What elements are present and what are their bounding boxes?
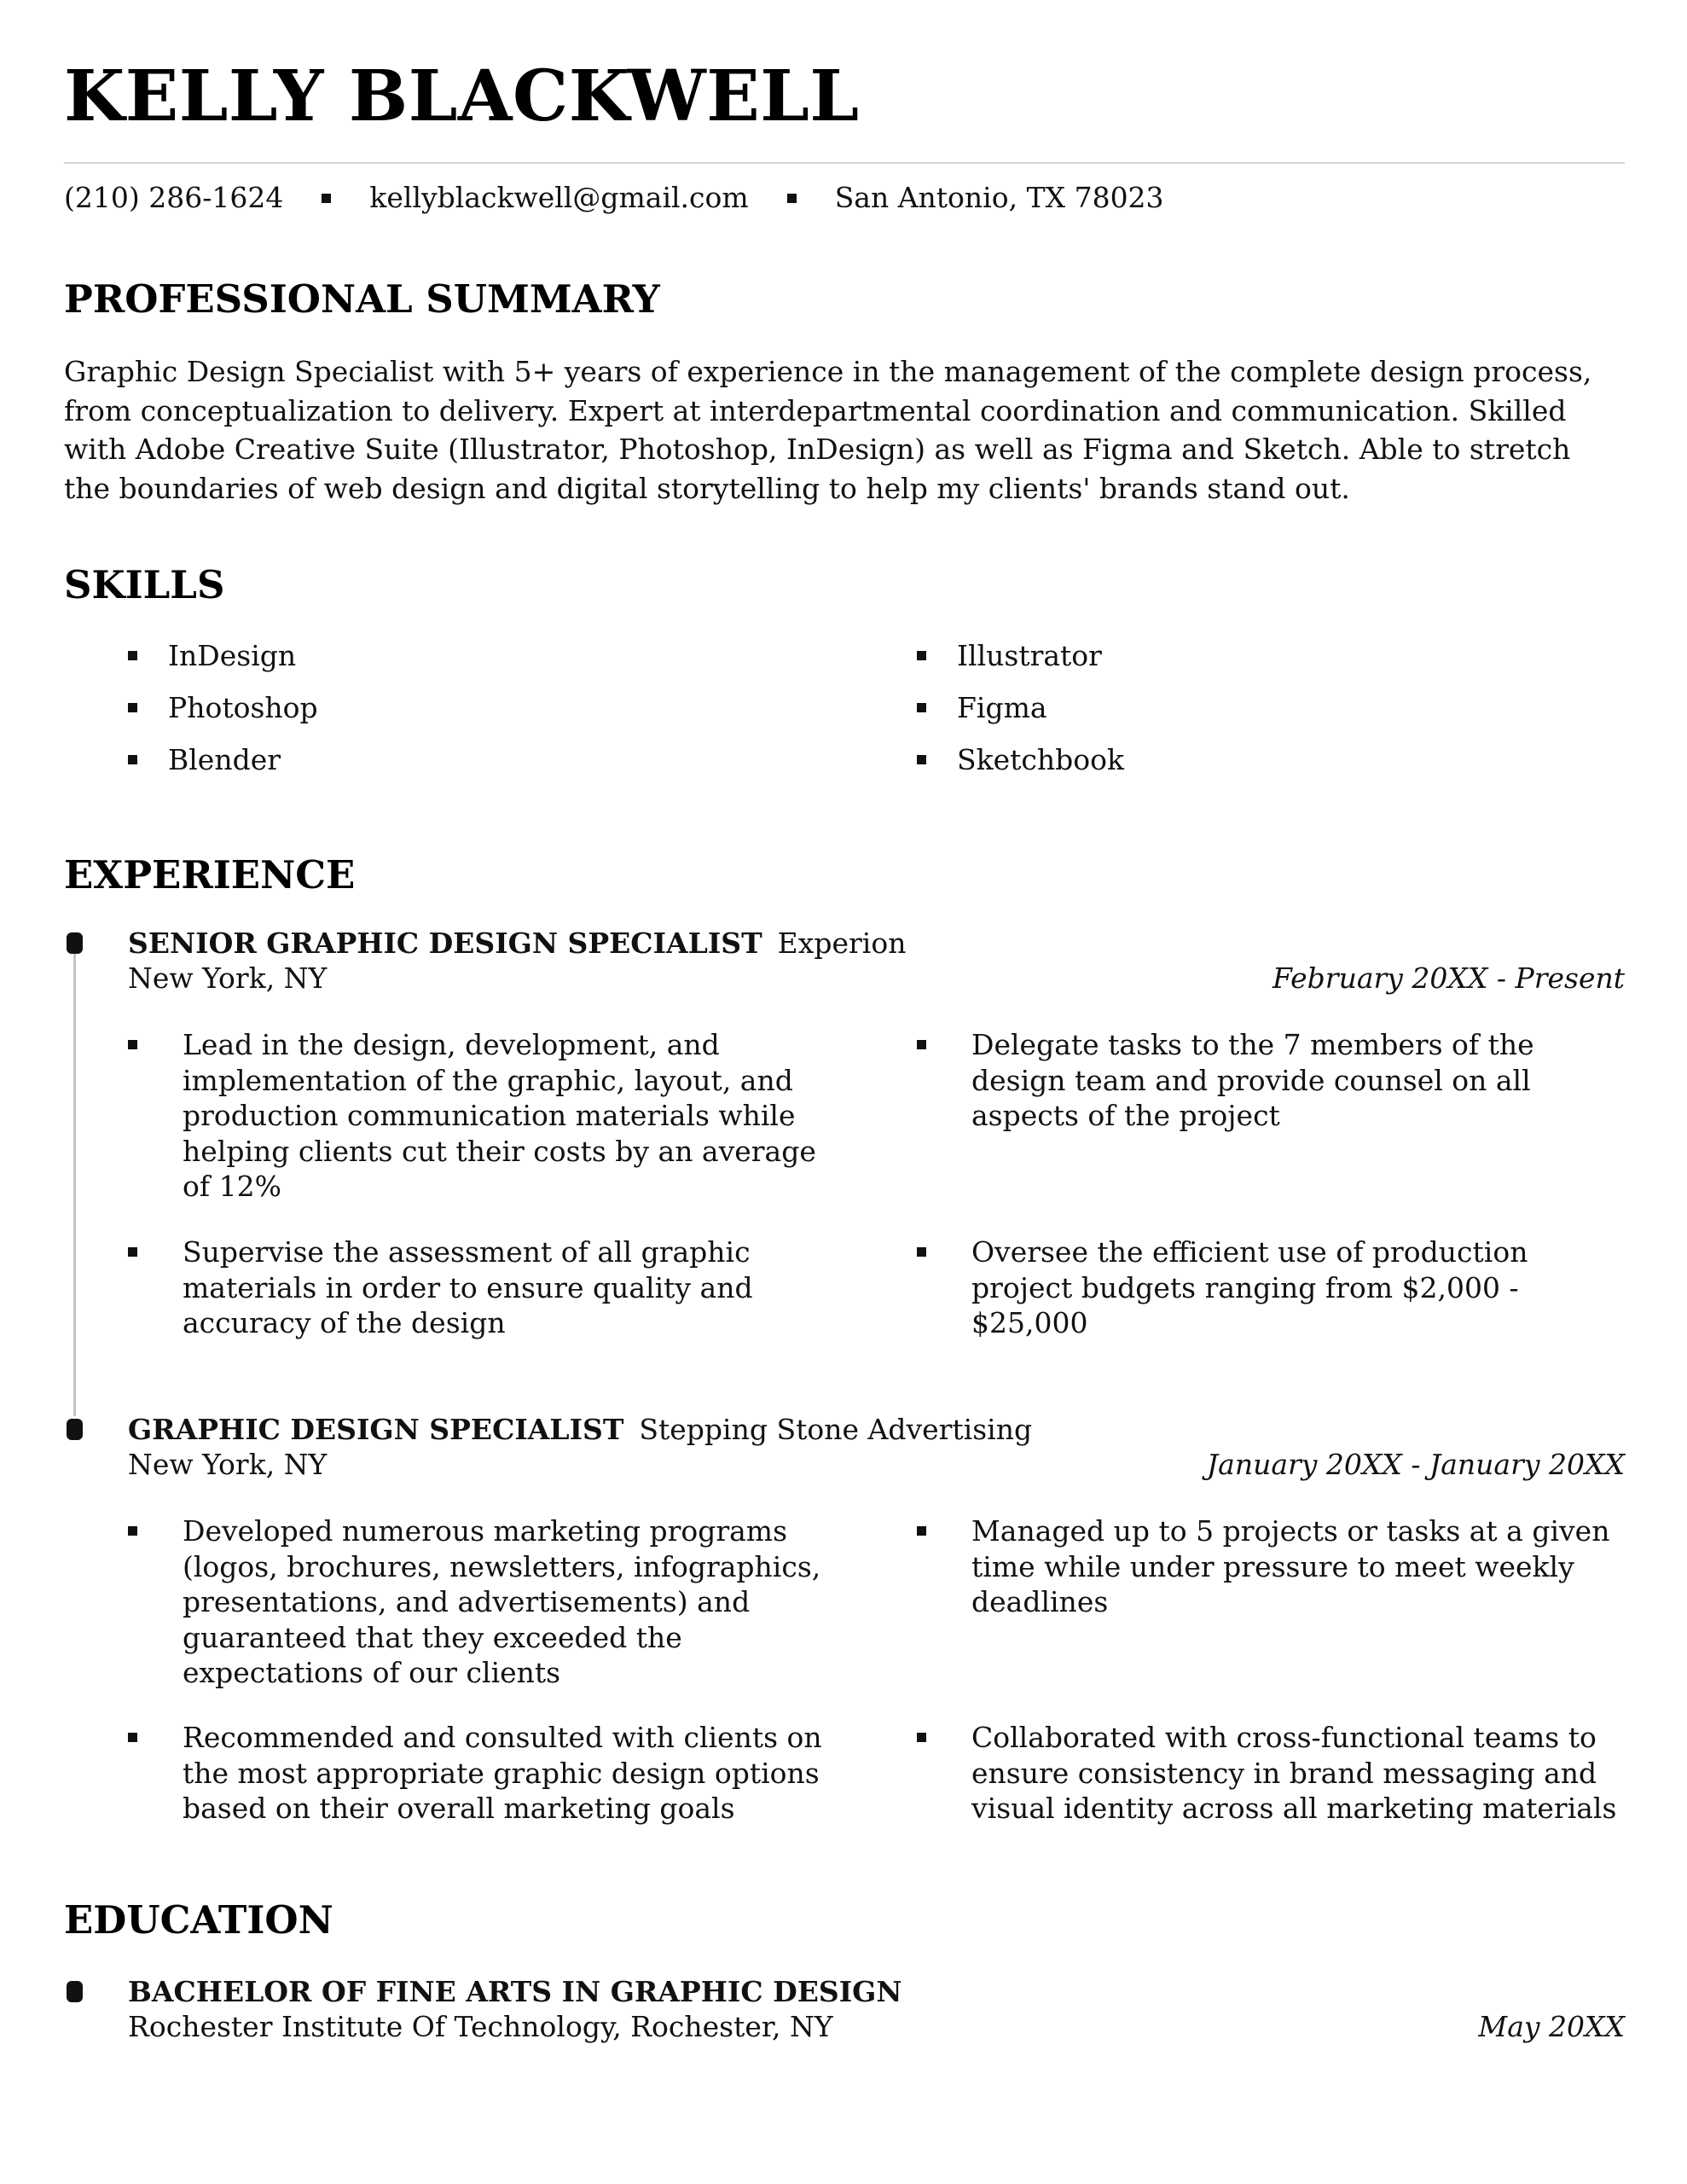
- bullet-icon: [128, 651, 137, 660]
- bullet-icon: [917, 1040, 926, 1049]
- timeline-line: [73, 947, 76, 1416]
- phone-number: (210) 286-1624: [64, 181, 284, 214]
- skills-heading: SKILLS: [64, 562, 225, 607]
- job-bullet: Delegate tasks to the 7 members of the design team and provide counsel on all aspects of the project: [917, 1027, 1625, 1134]
- location-text: San Antonio, TX 78023: [834, 181, 1164, 214]
- degree-header: [128, 1973, 917, 2011]
- timeline-node-icon: [67, 1419, 83, 1440]
- bullet-icon: [128, 1733, 137, 1742]
- candidate-name: KELLY BLACKWELL: [64, 55, 860, 137]
- bullet-icon: [917, 703, 926, 712]
- school-name: Rochester Institute Of Technology, Rochester, NY: [128, 2010, 833, 2043]
- email-address: kellyblackwell@gmail.com: [369, 181, 749, 214]
- job-dates: January 20XX - January 20XX: [1206, 1448, 1625, 1481]
- graduation-date: May 20XX: [1478, 2010, 1625, 2043]
- bullet-icon: [917, 1526, 926, 1536]
- job-location: New York, NY: [128, 1448, 328, 1481]
- bullet-icon: [917, 1247, 926, 1257]
- header-divider: [64, 162, 1625, 164]
- job-title: SENIOR GRAPHIC DESIGN SPECIALIST: [128, 926, 762, 960]
- job-bullet: Collaborated with cross-functional teams to ensure consistency in brand messaging and visual identity across all marketing materials: [917, 1720, 1625, 1827]
- bullet-separator-icon: [322, 194, 331, 203]
- bullet-icon: [917, 755, 926, 764]
- experience-heading: EXPERIENCE: [64, 852, 356, 897]
- job-title: GRAPHIC DESIGN SPECIALIST: [128, 1413, 624, 1446]
- timeline-node-icon: [67, 1981, 83, 2002]
- company-name: Stepping Stone Advertising: [639, 1413, 1033, 1446]
- contact-line: [64, 177, 1164, 218]
- skill-item: Illustrator: [917, 638, 1514, 674]
- bullet-icon: [917, 1733, 926, 1742]
- education-heading: EDUCATION: [64, 1897, 333, 1943]
- resume-page: [64, 0, 1625, 2184]
- bullet-icon: [128, 1040, 137, 1049]
- job-header: [128, 1411, 1032, 1449]
- job-header: [128, 925, 906, 962]
- skill-item: Photoshop: [128, 690, 725, 726]
- job-dates: February 20XX - Present: [1272, 961, 1625, 995]
- bullet-icon: [128, 703, 137, 712]
- job-bullet: Supervise the assessment of all graphic materials in order to ensure quality and accuracy of the design: [128, 1234, 878, 1341]
- skill-item: Sketchbook: [917, 742, 1514, 778]
- job-bullet: Lead in the design, development, and implementation of the graphic, layout, and production communication materials while helping clients cut their costs by an average of 12%: [128, 1027, 878, 1205]
- skill-item: InDesign: [128, 638, 725, 674]
- timeline-node-icon: [67, 932, 83, 954]
- job-bullet: Developed numerous marketing programs (logos, brochures, newsletters, infographics, presentations, and advertisements) and guaranteed that they exceeded the expectations of our clients: [128, 1513, 878, 1691]
- summary-text: Graphic Design Specialist with 5+ years of experience in the management of the complete design process, from conceptualization to delivery. Expert at interdepartmental coordination and communication. Skilled with Adobe Creative Suite (Illustrator, Photoshop, InDesign) as well as Figma and Sketch. Able to stretch the boundaries of web design and digital storytelling to help my clients' brands stand out.: [64, 355, 1592, 505]
- bullet-icon: [128, 1247, 137, 1257]
- bullet-icon: [128, 1526, 137, 1536]
- summary-heading: PROFESSIONAL SUMMARY: [64, 276, 660, 322]
- job-bullet: Oversee the efficient use of production project budgets ranging from $2,000 - $25,000: [917, 1234, 1625, 1341]
- company-name: Experion: [777, 926, 907, 960]
- bullet-icon: [917, 651, 926, 660]
- job-bullet: Managed up to 5 projects or tasks at a given time while under pressure to meet weekly deadlines: [917, 1513, 1625, 1620]
- degree-title: BACHELOR OF FINE ARTS IN GRAPHIC DESIGN: [128, 1975, 902, 2008]
- skill-item: Blender: [128, 742, 725, 778]
- job-bullet: Recommended and consulted with clients on the most appropriate graphic design options based on their overall marketing goals: [128, 1720, 878, 1827]
- bullet-separator-icon: [787, 194, 797, 203]
- bullet-icon: [128, 755, 137, 764]
- job-location: New York, NY: [128, 961, 328, 995]
- skill-item: Figma: [917, 690, 1514, 726]
